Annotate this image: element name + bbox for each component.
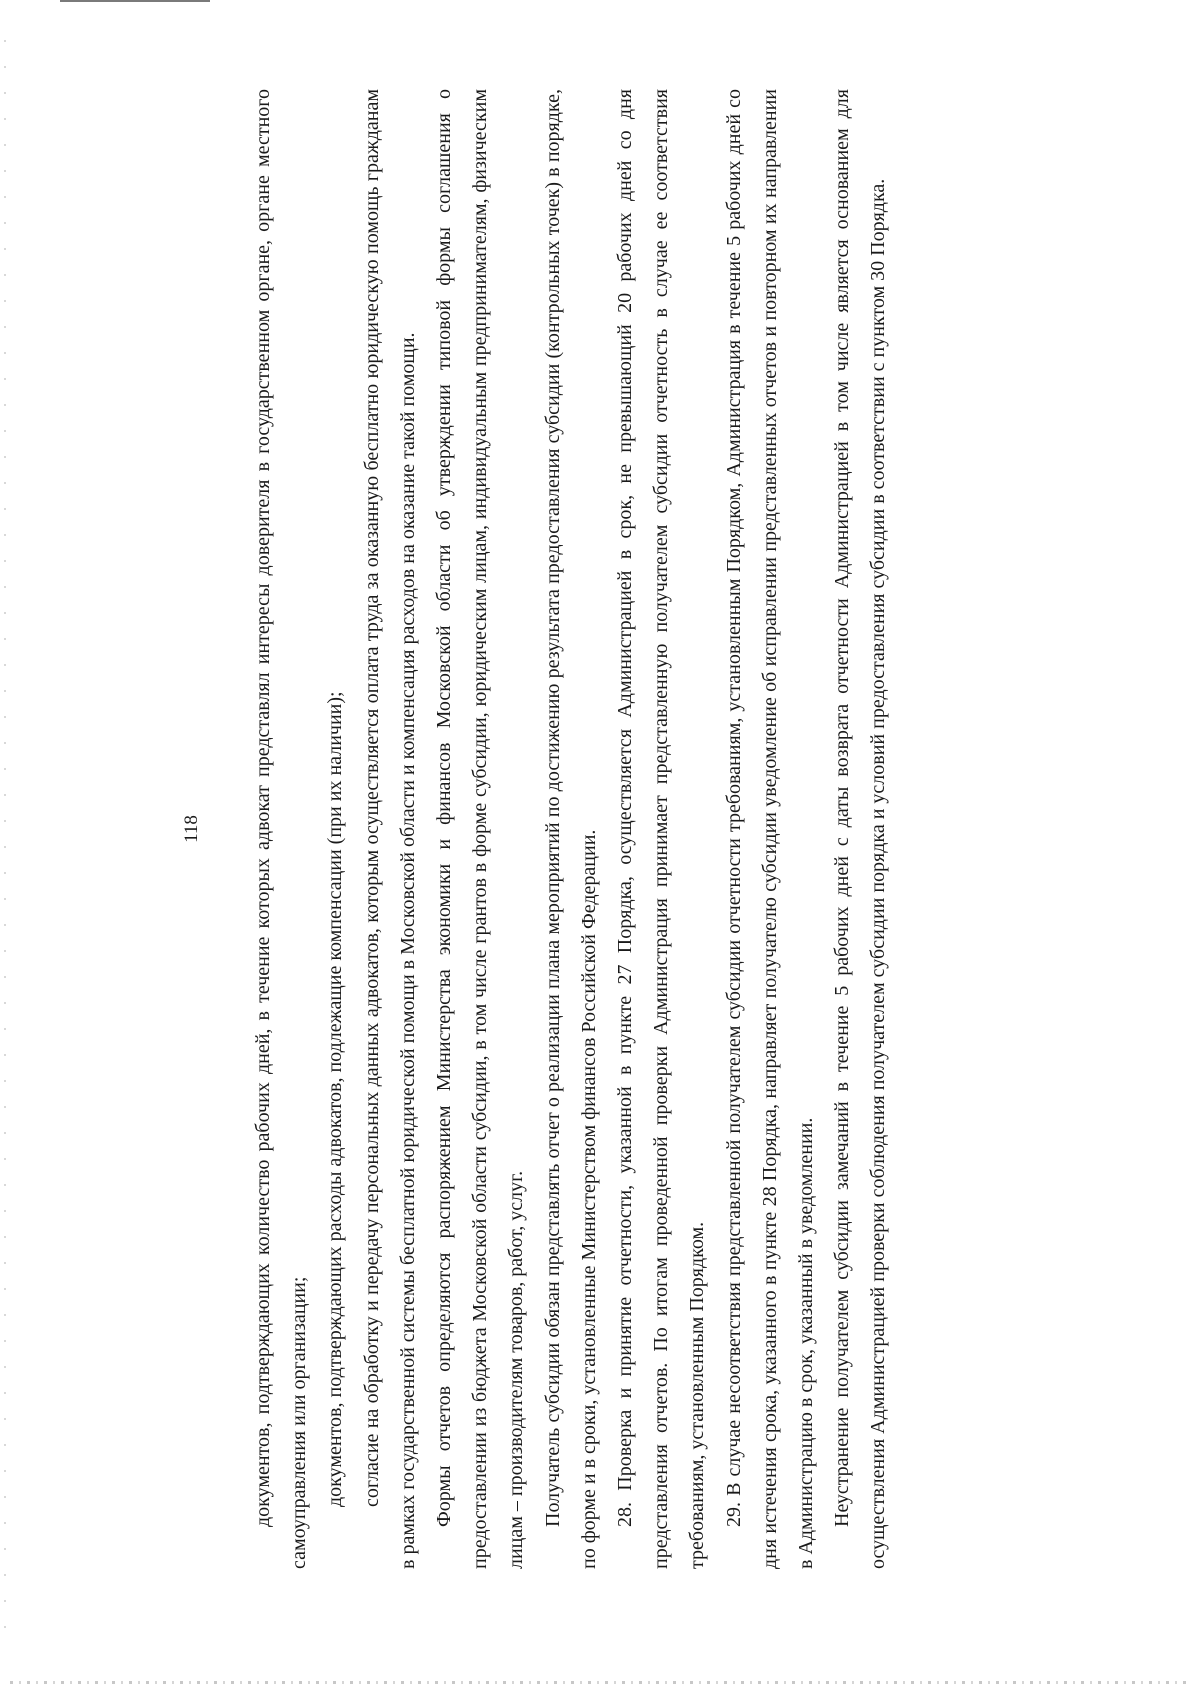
paragraph-consent-personal-data: согласие на обработку и передачу персональных данных адвокатов, которым осуществляется оплата труда за оказанную бесплатно юридическую помощь гражданам в рамках государственной системы бесплатной юридической помощи в Московской области и компенсация расходов на оказание такой помощи. bbox=[360, 89, 419, 1569]
rotated-document-page bbox=[180, 89, 1030, 1569]
paragraph-item-29: 29. В случае несоответствия представленной получателем субсидии отчетности требованиям, установленным Порядком, Администрация в течение 5 рабочих дней со дня истечения срока, указанного в пункте 28 Порядка, направляет получателю субсидии уведомление об исправлении представленных отчетов и повторном их направлении в Администрацию в срок, указанный в уведомлении. bbox=[722, 89, 818, 1569]
scan-top-mark bbox=[60, 0, 210, 2]
scan-edge-noise bbox=[4, 40, 6, 1640]
paragraph-recipient-obligation: Получатель субсидии обязан представлять отчет о реализации плана мероприятий по достижению результата предоставления субсидии (контрольных точек) в порядке, по форме и в сроки, установленные Министерством финансов Российской Федерации. bbox=[541, 89, 600, 1569]
paragraph-documents-workdays: документов, подтверждающих количество рабочих дней, в течение которых адвокат представлял интересы доверителя в государственном органе, органе местного самоуправления или организации; bbox=[252, 89, 311, 1569]
paragraph-item-28: 28. Проверка и принятие отчетности, указанной в пункте 27 Порядка, осуществляется Администрацией в срок, не превышающий 20 рабочих дней со дня представления отчетов. По итогам проведенной проверки Администрация принимает представленную получателем субсидии отчетность в случае ее соответствия требованиям, установленным Порядком. bbox=[614, 89, 709, 1569]
paragraph-documents-expenses: документов, подтверждающих расходы адвокатов, подлежащие компенсации (при их наличии); bbox=[324, 691, 347, 1507]
page-number: 118 bbox=[181, 815, 202, 843]
paragraph-non-elimination: Неустранение получателем субсидии замечаний в течение 5 рабочих дней с даты возврата отчетности Администрацией в том числе является основанием для осуществления Администрацией проверки соблюдения получателем субсидии порядка и условий предоставления субсидии в соответствии с пунктом 30 Порядка. bbox=[831, 89, 890, 1569]
paragraph-report-forms: Формы отчетов определяются распоряжением Министерства экономики и финансов Московской области об утверждении типовой формы соглашения о предоставлении из бюджета Московской области субсидии, в том числе грантов в форме субсидии, юридическим лицам, индивидуальным предпринимателям, физическим лицам – производителям товаров, работ, услуг. bbox=[433, 89, 528, 1569]
scan-bottom-noise bbox=[10, 1681, 1190, 1684]
